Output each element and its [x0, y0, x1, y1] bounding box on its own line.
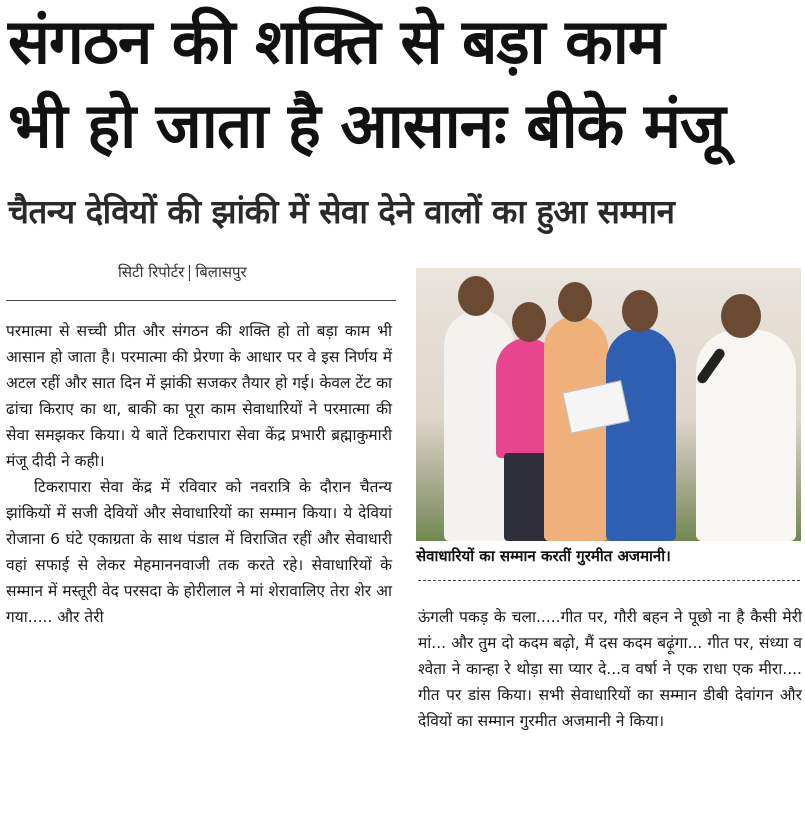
photo-head-left — [458, 276, 494, 316]
photo-caption: सेवाधारियों का सम्मान करतीं गुरमीत अजमानी। — [416, 547, 671, 565]
photo-head-pink — [512, 302, 546, 342]
news-photo — [416, 268, 801, 541]
byline-reporter: सिटी रिपोर्टर — [118, 263, 185, 281]
photo-head-right — [721, 294, 761, 338]
headline — [8, 0, 798, 168]
headline-line-2: भी हो जाता है आसानः बीके मंजू — [8, 89, 725, 162]
byline — [118, 262, 247, 282]
article-paragraph-2: टिकरापारा सेवा केंद्र में रविवार को नवरात्रि के दौरान चैतन्य झांकियों में सजी देवियों और सेवाधारियों का सम्मान किया। ये देवियां रोजाना 6 घंटे एकाग्रता के साथ पंडाल में विराजित रहीं और सेवाधारी वहां सफाई से लेकर मेहमाननवाजी तक करते रहे। सेवाधारियों के सम्मान में मस्तूरी वेद परसदा के होरीलाल ने मां शेरावालिए तेरा शेर आ गया..... और तेरी — [6, 478, 392, 626]
photo-figure-blue-kurta — [606, 328, 676, 541]
subheadline: चैतन्य देवियों की झांकी में सेवा देने वालों का हुआ सम्मान — [8, 192, 675, 231]
byline-separator — [189, 265, 190, 281]
column-divider-right — [418, 580, 800, 581]
byline-city: बिलासपुर — [195, 263, 247, 281]
photo-head-blue — [622, 290, 658, 332]
column-divider-left — [6, 300, 396, 301]
article-right-column: ऊंगली पकड़ के चला.....गीत पर, गौरी बहन ने पूछो ना है कैसी मेरी मां... और तुम दो कदम बढ़ो, मैं दस कदम बढ़ूंगा... गीत पर, संध्या व श्वेता ने कान्हा रे थोड़ा सा प्यार दे...व वर्षा ने एक राधा एक मीरा.... गीत पर डांस किया। सभी सेवाधारियों का सम्मान डीबी देवांगन और देवियों का सम्मान गुरमीत अजमानी ने किया। — [418, 608, 802, 730]
headline-line-1: संगठन की शक्ति से बड़ा काम — [8, 5, 664, 78]
photo-head-orange — [558, 282, 592, 322]
article-left-column — [6, 318, 392, 630]
article-paragraph-1: परमात्मा से सच्ची प्रीत और संगठन की शक्ति हो तो बड़ा काम भी आसान हो जाता है। परमात्मा की प्रेरणा के आधार पर वे इस निर्णय में अटल रहीं और सात दिन में झांकी सजकर तैयार हो गई। केवल टेंट का ढांचा किराए का था, बाकी का पूरा काम सेवाधारियों ने परमात्मा की सेवा समझकर किया। ये बातें टिकरापारा सेवा केंद्र प्रभारी ब्रह्माकुमारी मंजू दीदी ने कही। — [6, 322, 392, 470]
